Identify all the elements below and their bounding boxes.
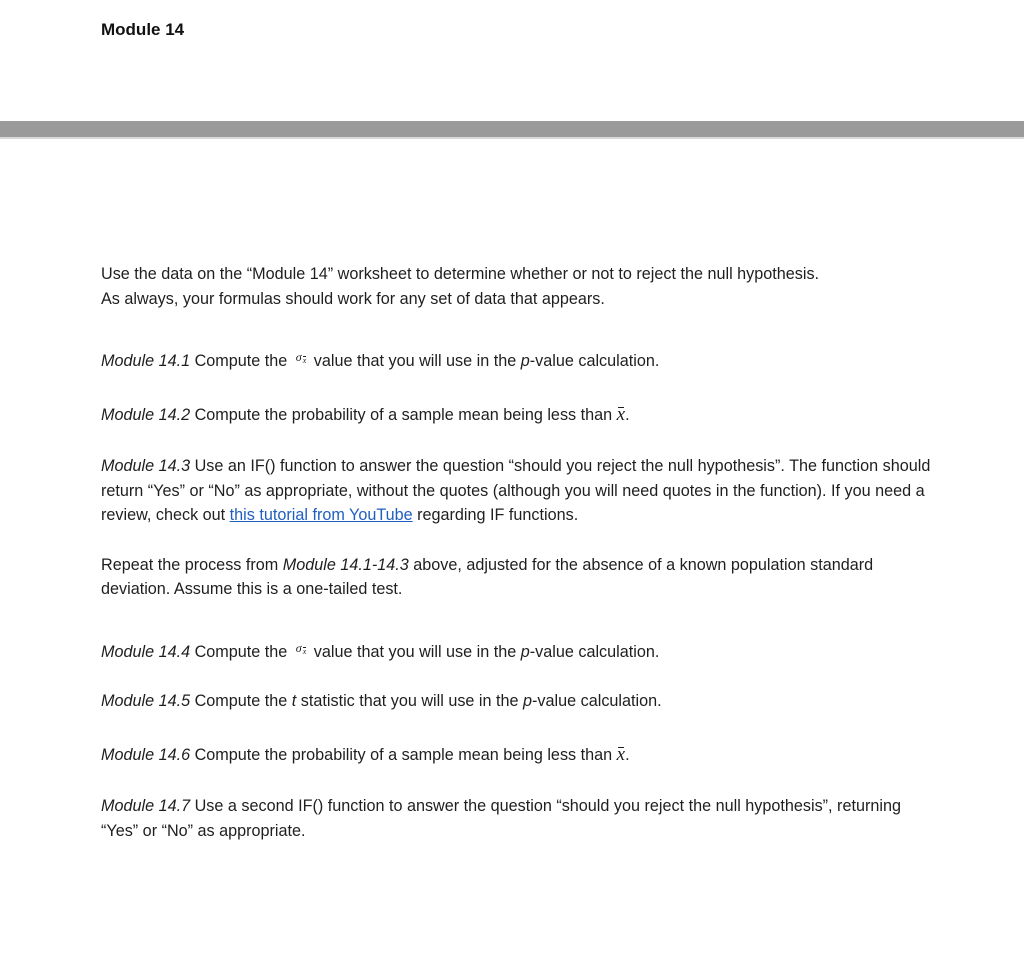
p-italic: p	[523, 692, 533, 710]
question-text: value that you will use in the	[309, 642, 521, 661]
question-text: Compute the	[190, 352, 292, 370]
question-14-2	[101, 403, 931, 428]
question-text: -value calculation.	[529, 352, 660, 370]
repeat-instructions	[101, 553, 931, 602]
question-14-1	[101, 345, 931, 374]
question-text: .	[625, 745, 630, 764]
repeat-text: Repeat the process from	[101, 555, 283, 574]
xbar-subscript: x	[302, 356, 307, 365]
question-text: Compute the probability of a sample mean being less than	[190, 745, 617, 764]
question-label: Module 14.3	[101, 457, 191, 475]
sigma-xbar-symbol	[296, 345, 305, 372]
repeat-text: above, adjusted for the absence of a known population standard deviation. Assume this is a one-tailed test.	[101, 555, 874, 598]
sigma-glyph: σ	[295, 640, 302, 655]
question-14-6	[101, 743, 931, 768]
question-14-7	[101, 794, 931, 843]
page-title: Module 14	[101, 20, 185, 39]
header-divider	[0, 121, 1024, 139]
repeat-label: Module 14.1-14.3	[282, 555, 409, 574]
xbar-symbol: x	[617, 403, 625, 428]
xbar-subscript: x	[302, 646, 307, 656]
t-italic: t	[291, 692, 297, 710]
question-label: Module 14.2	[101, 405, 191, 424]
sigma-xbar-symbol	[296, 636, 305, 663]
question-text: value that you will use in the	[309, 352, 521, 370]
p-italic: p	[520, 642, 530, 661]
intro-line-1: Use the data on the “Module 14” worksheet to determine whether or not to reject the null hypothesis.	[101, 265, 820, 283]
question-text: Use a second IF() function to answer the question “should you reject the null hypothesis”, returning “Yes” or “No” as appropriate.	[101, 797, 901, 840]
question-text: statistic that you will use in the	[296, 692, 524, 710]
youtube-tutorial-link[interactable]: this tutorial from YouTube	[229, 506, 413, 524]
question-text: Use an IF() function to answer the question “should you reject the null hypothesis”. The function should return “Yes” or “No” as appropriate, without the quotes (although you will need quotes in the function). If you need a review, check out	[101, 457, 931, 524]
sigma-glyph: σ	[295, 350, 302, 364]
question-text: Compute the	[190, 692, 292, 710]
question-14-5	[101, 689, 931, 714]
question-text: regarding IF functions.	[412, 506, 579, 524]
question-label: Module 14.5	[101, 692, 191, 710]
document-body	[101, 262, 931, 843]
question-label: Module 14.7	[101, 797, 191, 815]
question-14-4	[101, 636, 931, 665]
question-text: -value calculation.	[529, 642, 660, 661]
question-text: .	[625, 405, 630, 424]
question-text: -value calculation.	[532, 692, 662, 710]
question-text: Compute the probability of a sample mean being less than	[190, 405, 617, 424]
intro-line-2: As always, your formulas should work for any set of data that appears.	[101, 289, 605, 308]
p-italic: p	[520, 352, 530, 370]
xbar-symbol: x	[617, 743, 625, 768]
question-label: Module 14.6	[101, 745, 191, 764]
question-label: Module 14.1	[101, 352, 191, 370]
intro-paragraph	[101, 262, 931, 311]
question-text: Compute the	[190, 642, 292, 661]
question-14-3	[101, 454, 931, 528]
question-label: Module 14.4	[101, 642, 191, 661]
